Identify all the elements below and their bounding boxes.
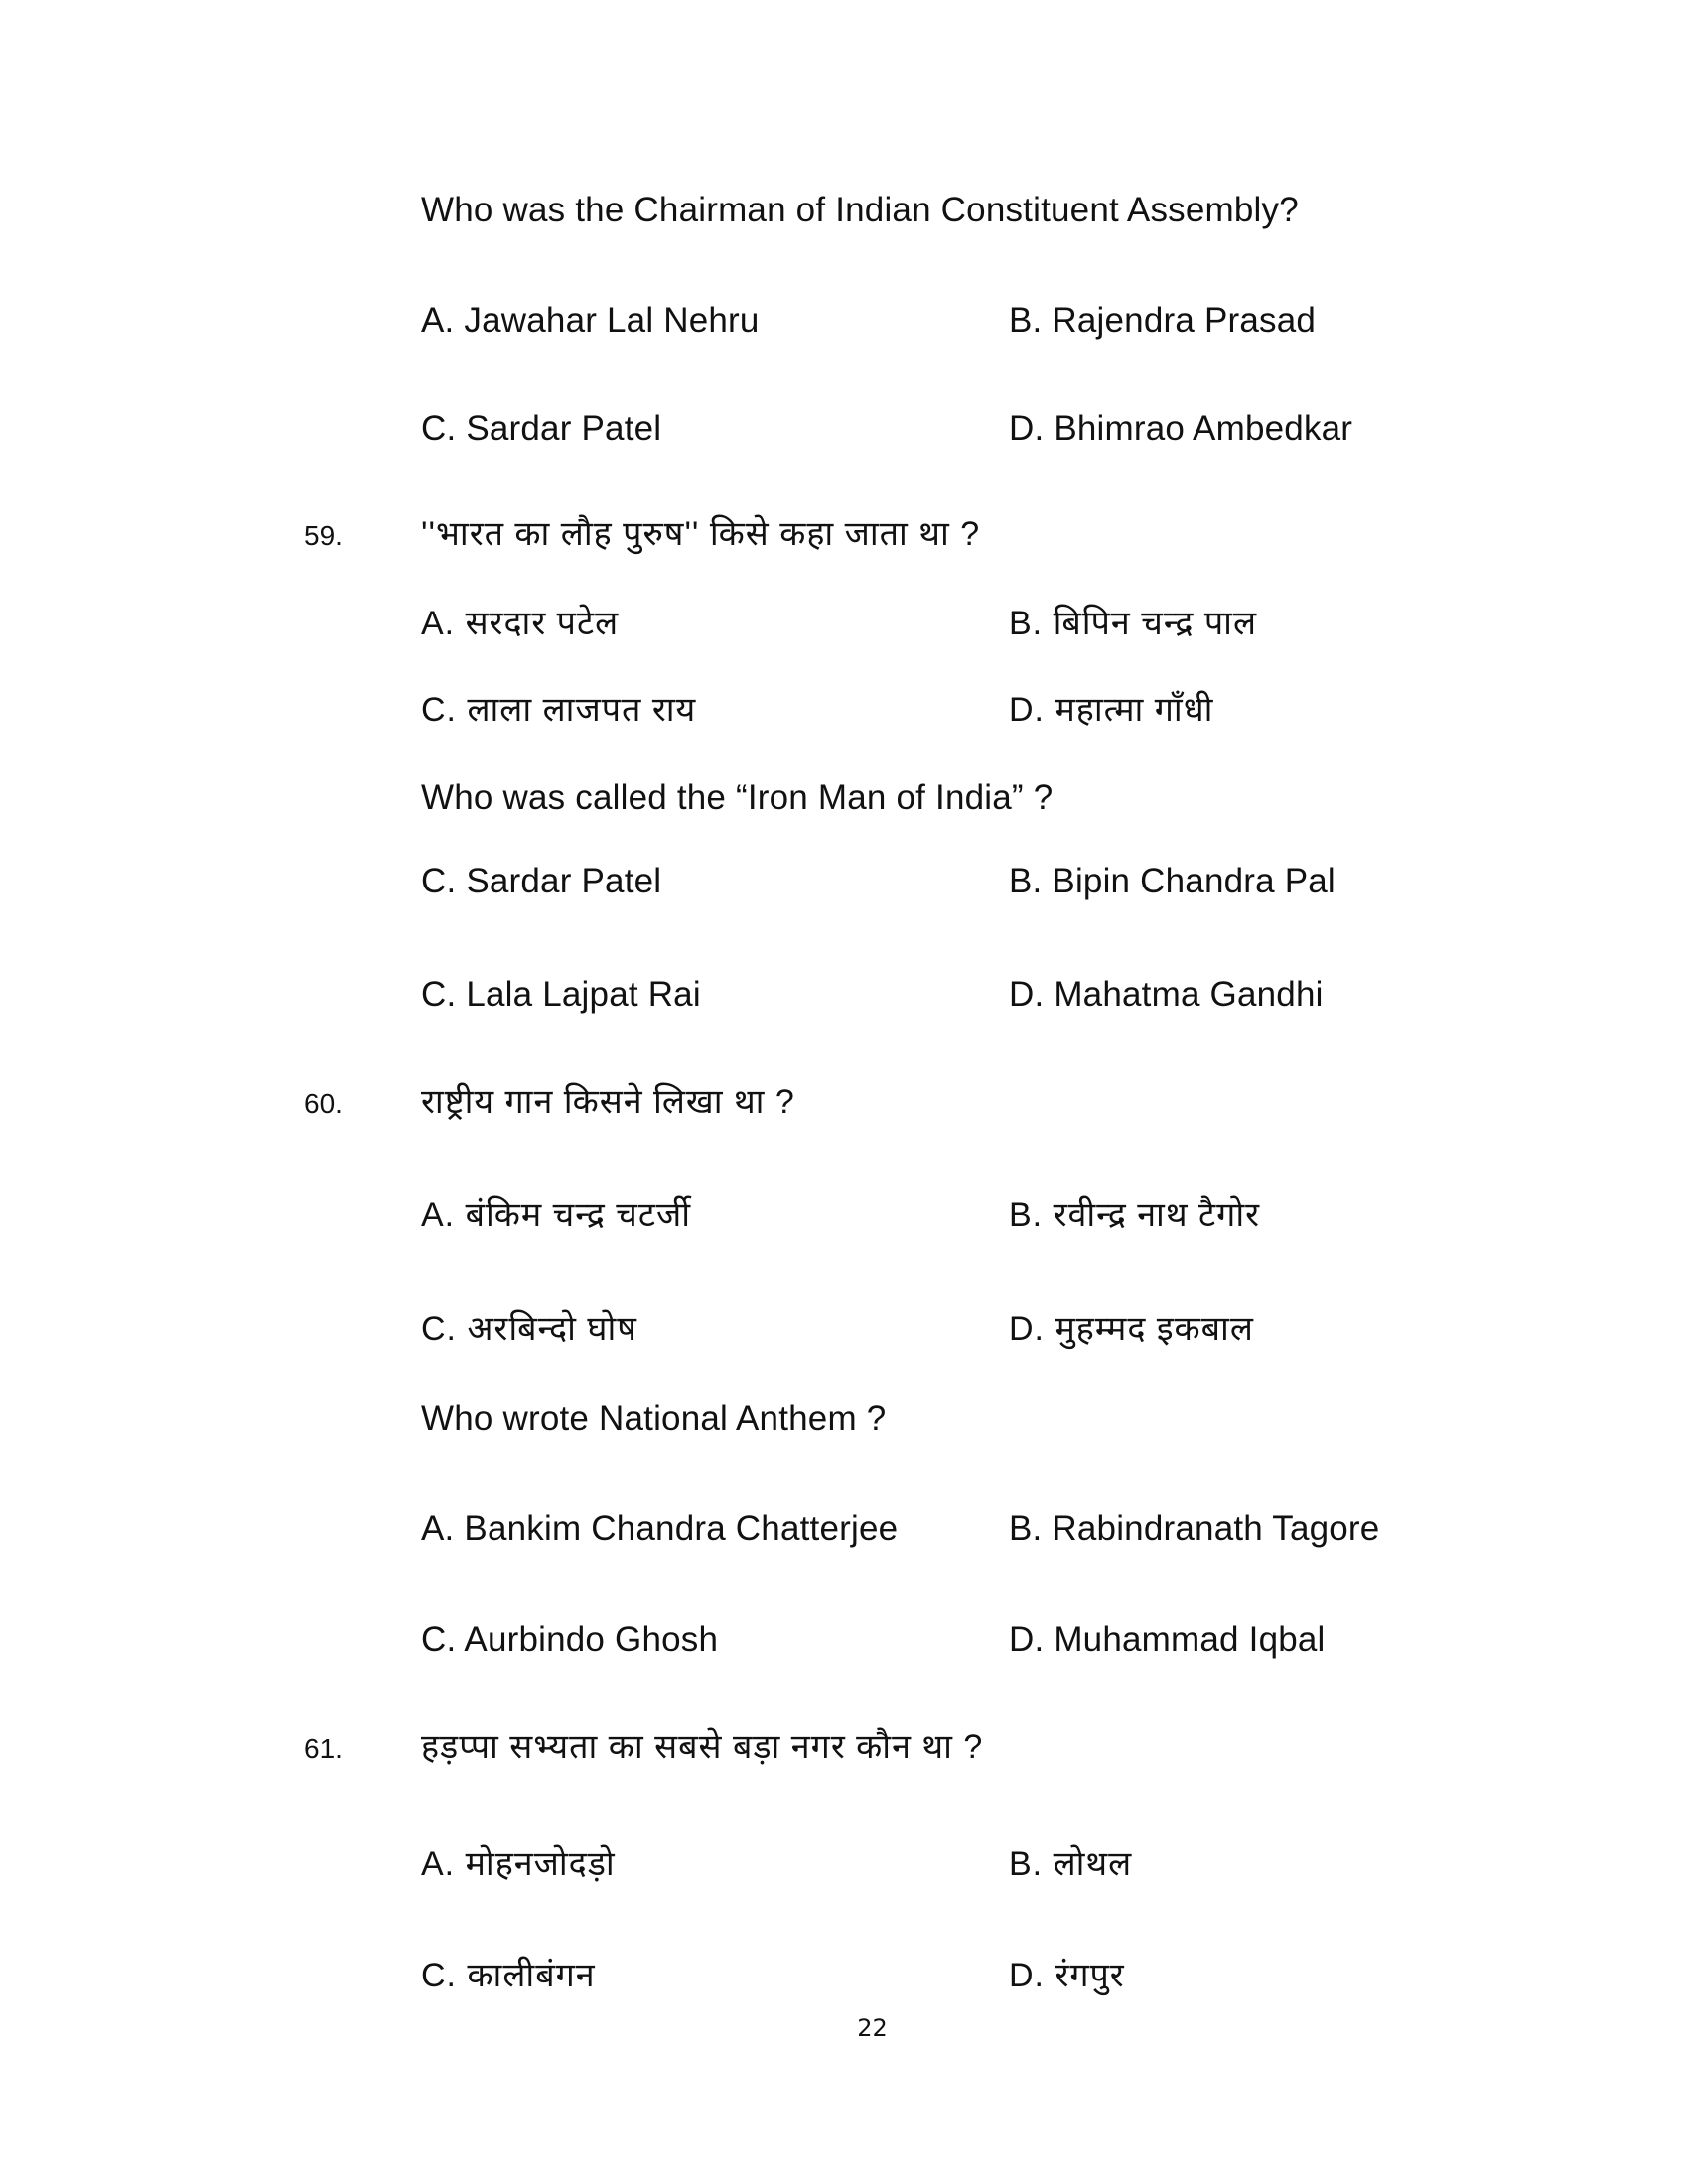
q59-hi-option-d: D. महात्मा गाँधी [1009,691,1214,729]
page-number: 22 [857,2014,888,2042]
question-60-hindi-text: राष्ट्रीय गान किसने लिखा था ? [421,1083,795,1121]
question-number-60: 60. [304,1088,343,1119]
q59-hi-option-a: A. सरदार पटेल [421,605,620,642]
q60-hi-option-d: D. मुहम्मद इकबाल [1009,1310,1254,1348]
q58-en-option-d: D. Bhimrao Ambedkar [1009,409,1353,448]
q58-en-option-c: C. Sardar Patel [421,409,662,448]
q60-en-option-c: C. Aurbindo Ghosh [421,1620,719,1659]
q60-hi-option-b: B. रवीन्द्र नाथ टैगोर [1009,1196,1261,1234]
q59-en-option-c: C. Lala Lajpat Rai [421,975,701,1014]
q61-hi-option-a: A. मोहनजोदड़ो [421,1845,616,1883]
q59-hi-option-b: B. बिपिन चन्द्र पाल [1009,605,1257,642]
q60-en-option-a: A. Bankim Chandra Chatterjee [421,1509,899,1548]
question-number-61: 61. [304,1733,343,1764]
q58-en-option-b: B. Rajendra Prasad [1009,301,1317,340]
q61-hi-option-d: D. रंगपुर [1009,1957,1125,1994]
q60-hi-option-a: A. बंकिम चन्द्र चटर्जी [421,1196,692,1234]
q59-en-option-b: B. Bipin Chandra Pal [1009,862,1336,900]
question-number-59: 59. [304,520,343,551]
question-60-english-text: Who wrote National Anthem ? [421,1399,887,1437]
q59-hi-option-c: C. लाला लाजपत राय [421,691,697,729]
q61-hi-option-b: B. लोथल [1009,1845,1133,1883]
q60-en-option-b: B. Rabindranath Tagore [1009,1509,1380,1548]
q60-hi-option-c: C. अरबिन्दो घोष [421,1310,637,1348]
question-61-hindi-text: हड़प्पा सभ्यता का सबसे बड़ा नगर कौन था ? [421,1728,984,1766]
q59-en-option-a: C. Sardar Patel [421,862,662,900]
question-59-hindi-text: ''भारत का लौह पुरुष'' किसे कहा जाता था ? [421,515,981,553]
q60-en-option-d: D. Muhammad Iqbal [1009,1620,1326,1659]
question-58-english-text: Who was the Chairman of Indian Constituent Assembly? [421,191,1299,229]
q61-hi-option-c: C. कालीबंगन [421,1957,596,1994]
q59-en-option-d: D. Mahatma Gandhi [1009,975,1324,1014]
q58-en-option-a: A. Jawahar Lal Nehru [421,301,760,340]
question-59-english-text: Who was called the “Iron Man of India” ? [421,778,1054,817]
